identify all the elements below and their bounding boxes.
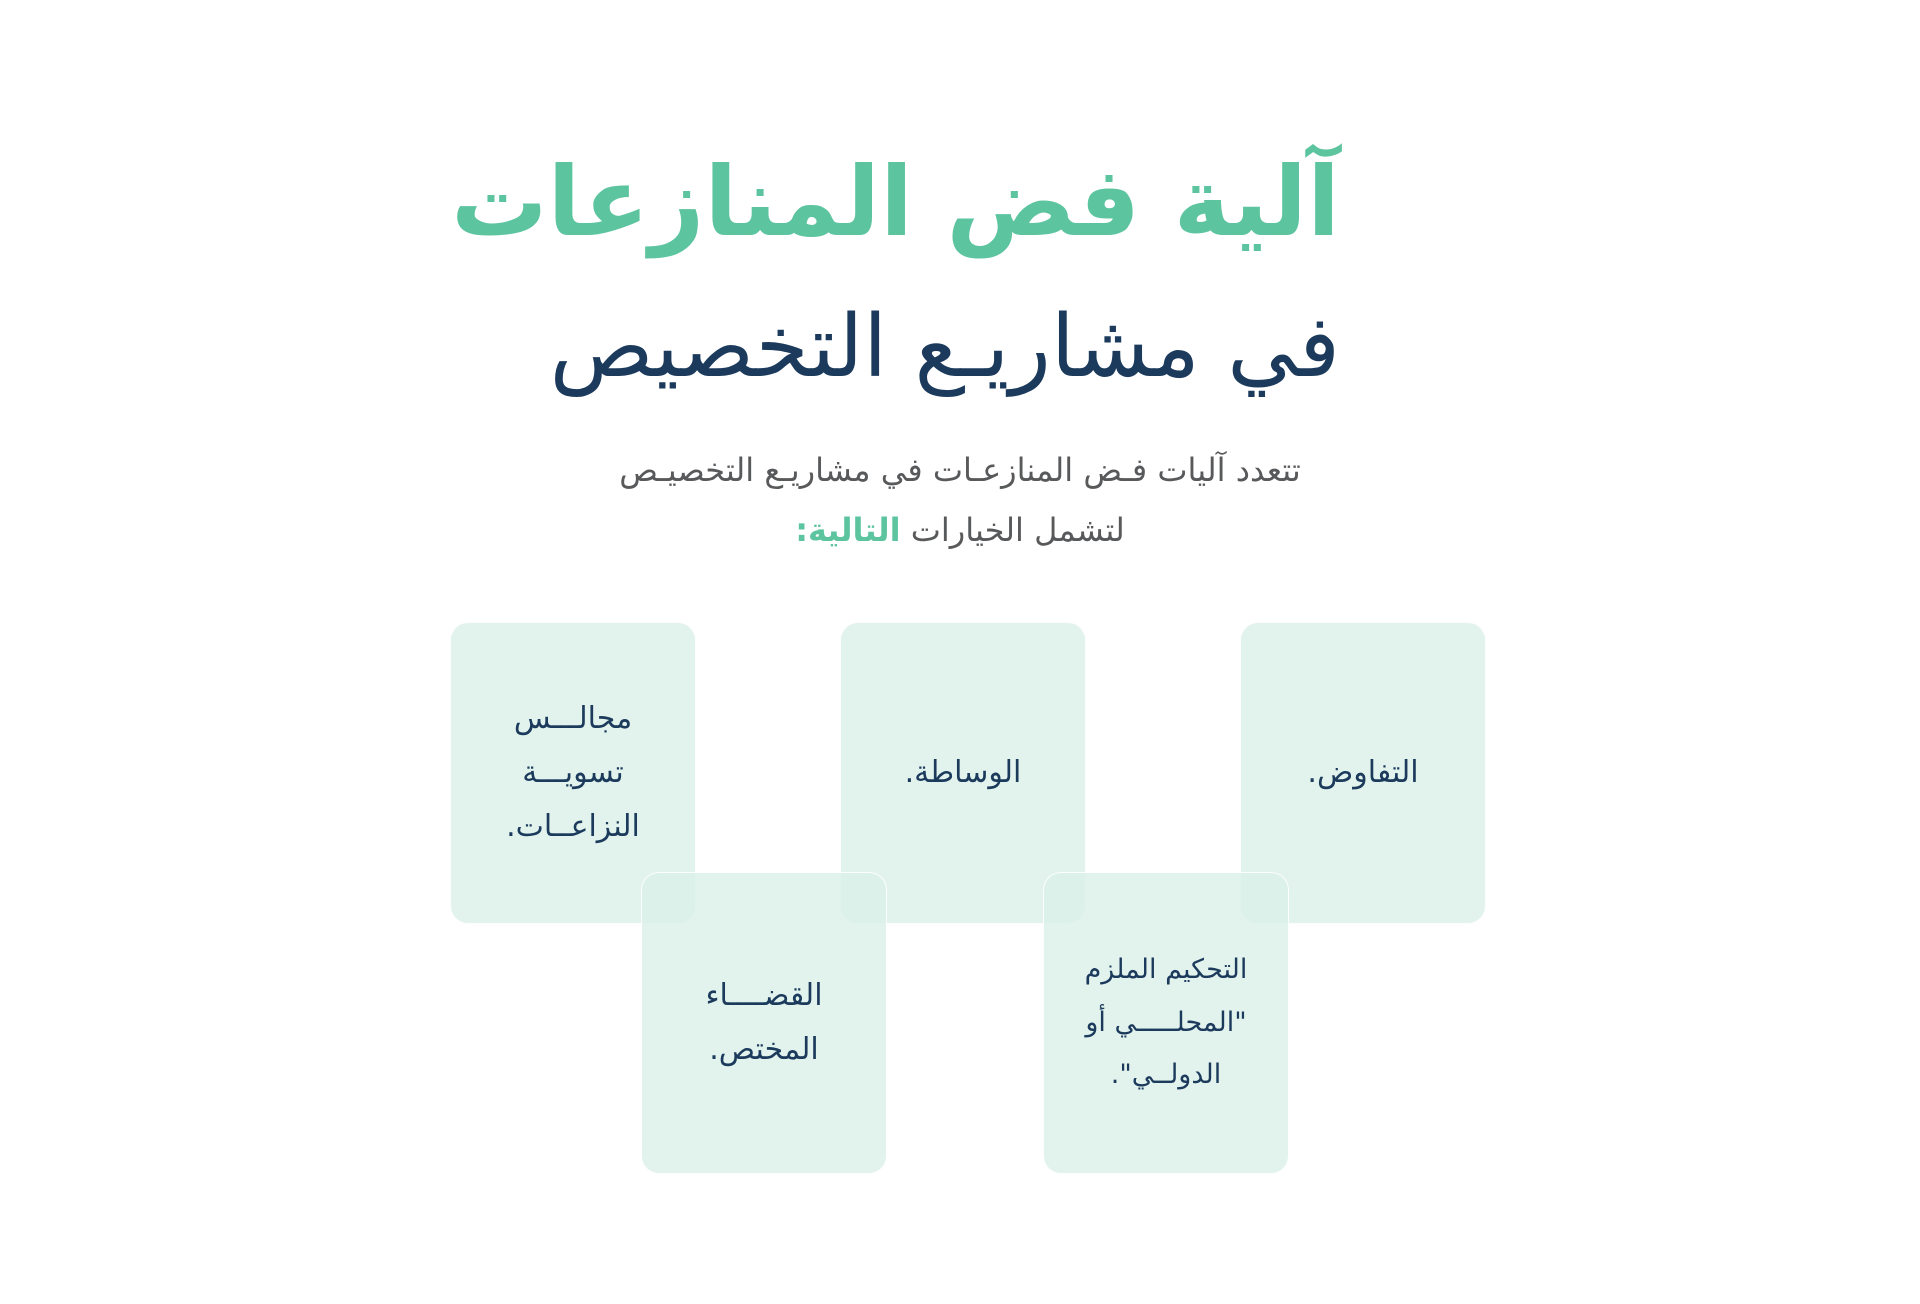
option-card-label: التحكيم الملزم "المحلـــــي أو الدولــي".: [1084, 954, 1248, 1091]
option-card-label: مجالـــس تسويـــة النزاعــات.: [506, 701, 640, 844]
option-card-label: التفاوض.: [1307, 755, 1419, 790]
option-card-arbitration: [1043, 872, 1289, 1174]
intro-line-2-prefix: لتشمل الخيارات: [910, 511, 1125, 549]
option-card-label: الوساطة.: [904, 755, 1022, 790]
intro-line-1: تتعدد آليات فـض المنازعـات في مشاريـع التخصيـص: [619, 451, 1301, 489]
intro-paragraph: [580, 440, 1340, 560]
option-card-label: القضــــاء المختص.: [705, 978, 823, 1067]
page-title: آلية فض المنازعات: [451, 146, 1340, 258]
page-subtitle: في مشاريـع التخصيص: [549, 297, 1340, 397]
option-card-competent-court: [641, 872, 887, 1174]
intro-line-2-accent: التالية:: [795, 511, 901, 549]
